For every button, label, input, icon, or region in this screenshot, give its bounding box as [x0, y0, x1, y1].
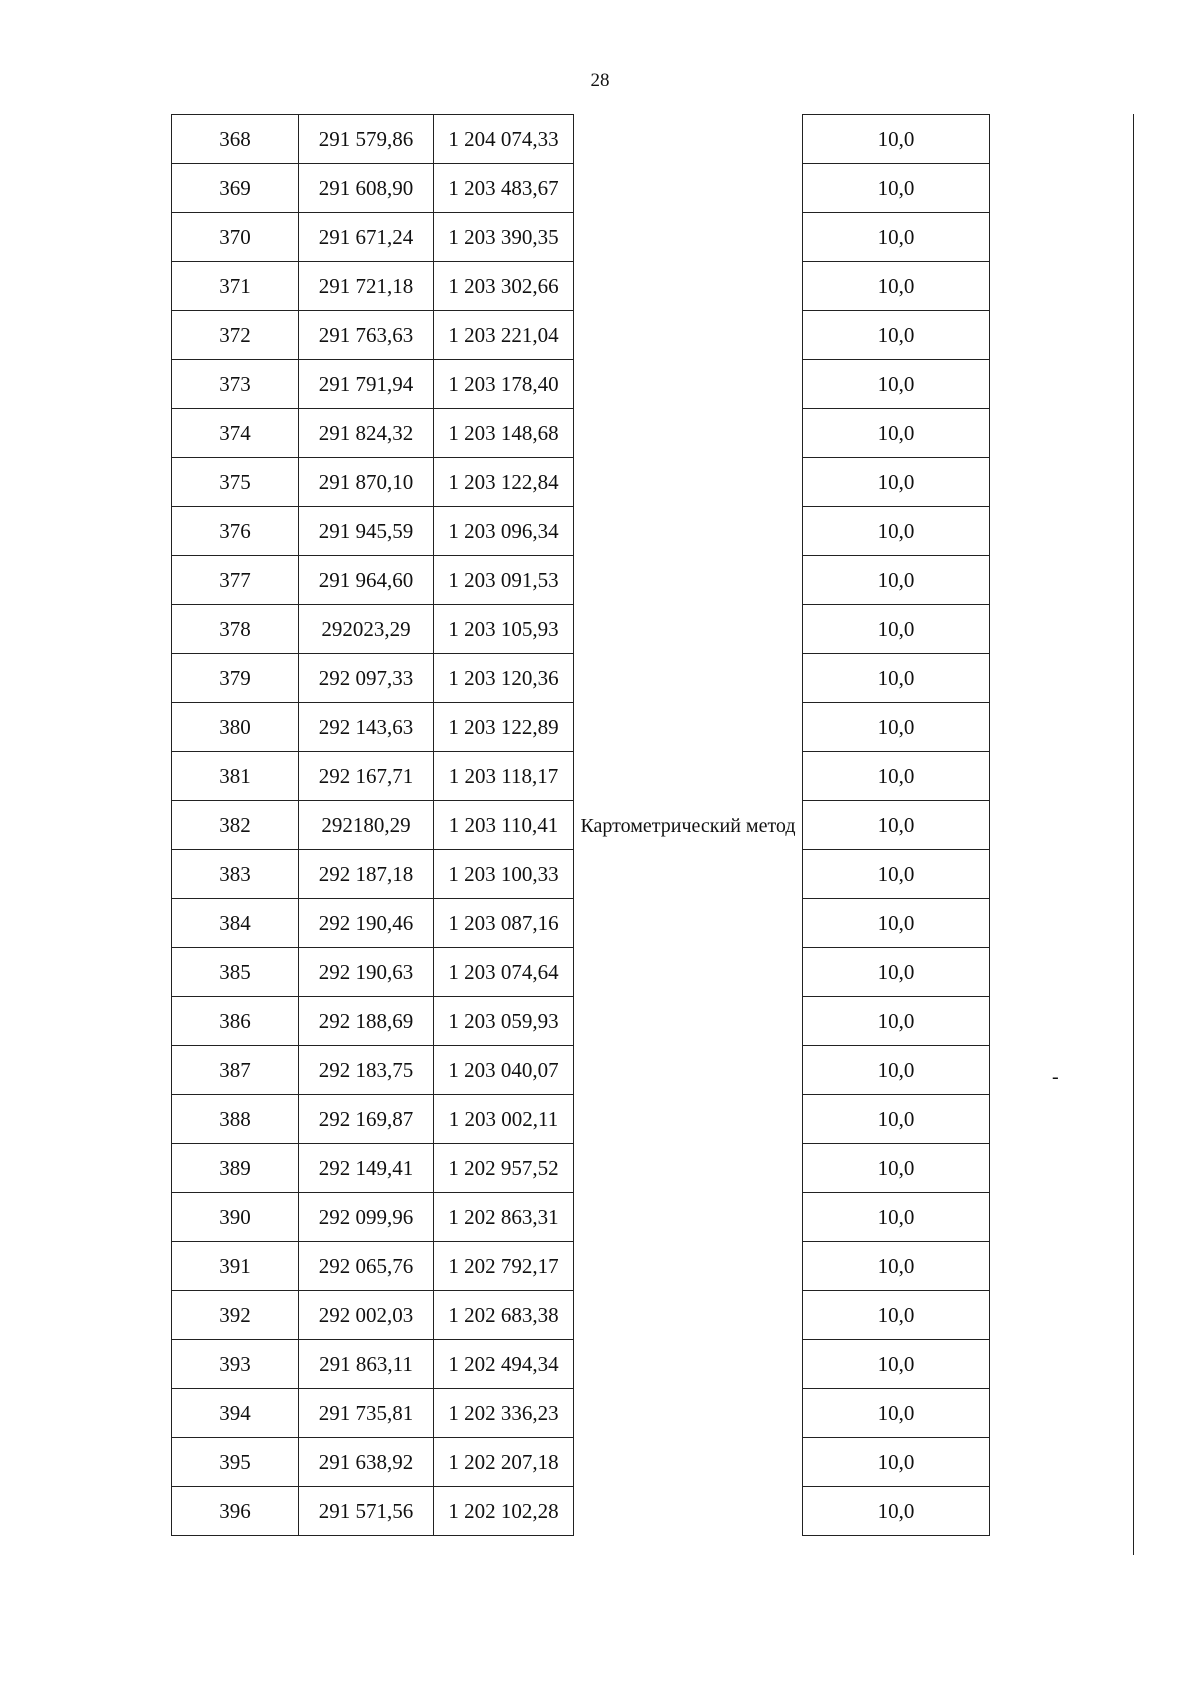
accuracy-cell: 10,0	[803, 1046, 990, 1095]
coord-y-cell: 1 203 002,11	[434, 1095, 574, 1144]
point-number-cell: 391	[172, 1242, 299, 1291]
point-number-cell: 383	[172, 850, 299, 899]
coord-x-cell: 291 571,56	[299, 1487, 434, 1536]
coord-y-cell: 1 203 221,04	[434, 311, 574, 360]
point-number-cell: 384	[172, 899, 299, 948]
coord-x-cell: 291 721,18	[299, 262, 434, 311]
point-number-cell: 371	[172, 262, 299, 311]
accuracy-cell: 10,0	[803, 850, 990, 899]
point-number-cell: 390	[172, 1193, 299, 1242]
coord-x-cell: 291 763,63	[299, 311, 434, 360]
coord-x-cell: 292023,29	[299, 605, 434, 654]
coord-y-cell: 1 203 302,66	[434, 262, 574, 311]
point-number-cell: 388	[172, 1095, 299, 1144]
point-number-cell: 369	[172, 164, 299, 213]
point-number-cell: 396	[172, 1487, 299, 1536]
coord-x-cell: 292 169,87	[299, 1095, 434, 1144]
accuracy-cell: 10,0	[803, 311, 990, 360]
coord-x-cell: 291 870,10	[299, 458, 434, 507]
coord-x-cell: 292 149,41	[299, 1144, 434, 1193]
coord-y-cell: 1 203 148,68	[434, 409, 574, 458]
coord-x-cell: 291 945,59	[299, 507, 434, 556]
accuracy-cell: 10,0	[803, 262, 990, 311]
accuracy-cell: 10,0	[803, 703, 990, 752]
coord-y-cell: 1 203 087,16	[434, 899, 574, 948]
coord-x-cell: 292 097,33	[299, 654, 434, 703]
coord-x-cell: 292 190,63	[299, 948, 434, 997]
accuracy-cell: 10,0	[803, 997, 990, 1046]
extra-value: -	[1052, 1066, 1059, 1088]
coord-y-cell: 1 202 683,38	[434, 1291, 574, 1340]
accuracy-cell: 10,0	[803, 1389, 990, 1438]
accuracy-cell: 10,0	[803, 1340, 990, 1389]
point-number-cell: 381	[172, 752, 299, 801]
coord-y-cell: 1 202 336,23	[434, 1389, 574, 1438]
accuracy-cell: 10,0	[803, 1242, 990, 1291]
point-number-cell: 379	[172, 654, 299, 703]
accuracy-cell: 10,0	[803, 1095, 990, 1144]
accuracy-cell: 10,0	[803, 360, 990, 409]
coord-x-cell: 292 143,63	[299, 703, 434, 752]
coord-y-cell: 1 203 122,89	[434, 703, 574, 752]
coord-y-cell: 1 202 102,28	[434, 1487, 574, 1536]
point-number-cell: 393	[172, 1340, 299, 1389]
point-number-cell: 387	[172, 1046, 299, 1095]
method-cell: Картометрический метод	[574, 115, 803, 1536]
coordinates-table-body	[172, 115, 990, 1536]
coord-y-cell: 1 203 390,35	[434, 213, 574, 262]
coord-y-cell: 1 202 957,52	[434, 1144, 574, 1193]
accuracy-cell: 10,0	[803, 507, 990, 556]
coord-y-cell: 1 203 178,40	[434, 360, 574, 409]
coord-x-cell: 292 167,71	[299, 752, 434, 801]
coord-y-cell: 1 203 483,67	[434, 164, 574, 213]
coord-y-cell: 1 203 040,07	[434, 1046, 574, 1095]
point-number-cell: 376	[172, 507, 299, 556]
coord-y-cell: 1 202 792,17	[434, 1242, 574, 1291]
accuracy-cell: 10,0	[803, 801, 990, 850]
accuracy-cell: 10,0	[803, 948, 990, 997]
accuracy-cell: 10,0	[803, 164, 990, 213]
coord-y-cell: 1 203 110,41	[434, 801, 574, 850]
accuracy-cell: 10,0	[803, 409, 990, 458]
coord-y-cell: 1 204 074,33	[434, 115, 574, 164]
coord-y-cell: 1 203 118,17	[434, 752, 574, 801]
coord-x-cell: 291 735,81	[299, 1389, 434, 1438]
accuracy-cell: 10,0	[803, 1144, 990, 1193]
right-column-border	[989, 114, 1134, 1555]
coord-x-cell: 292 188,69	[299, 997, 434, 1046]
accuracy-cell: 10,0	[803, 899, 990, 948]
coord-x-cell: 291 863,11	[299, 1340, 434, 1389]
accuracy-cell: 10,0	[803, 605, 990, 654]
coord-x-cell: 292 065,76	[299, 1242, 434, 1291]
accuracy-cell: 10,0	[803, 1291, 990, 1340]
coord-x-cell: 291 791,94	[299, 360, 434, 409]
accuracy-cell: 10,0	[803, 556, 990, 605]
accuracy-cell: 10,0	[803, 213, 990, 262]
coord-x-cell: 291 608,90	[299, 164, 434, 213]
accuracy-cell: 10,0	[803, 115, 990, 164]
point-number-cell: 373	[172, 360, 299, 409]
point-number-cell: 378	[172, 605, 299, 654]
point-number-cell: 375	[172, 458, 299, 507]
coord-y-cell: 1 203 096,34	[434, 507, 574, 556]
point-number-cell: 394	[172, 1389, 299, 1438]
coord-y-cell: 1 202 863,31	[434, 1193, 574, 1242]
coord-y-cell: 1 203 059,93	[434, 997, 574, 1046]
coord-y-cell: 1 203 100,33	[434, 850, 574, 899]
point-number-cell: 386	[172, 997, 299, 1046]
accuracy-cell: 10,0	[803, 752, 990, 801]
point-number-cell: 385	[172, 948, 299, 997]
point-number-cell: 392	[172, 1291, 299, 1340]
coord-x-cell: 292 099,96	[299, 1193, 434, 1242]
coord-x-cell: 291 579,86	[299, 115, 434, 164]
point-number-cell: 389	[172, 1144, 299, 1193]
page-number: 28	[590, 70, 610, 91]
coord-y-cell: 1 202 207,18	[434, 1438, 574, 1487]
accuracy-cell: 10,0	[803, 654, 990, 703]
coord-y-cell: 1 202 494,34	[434, 1340, 574, 1389]
point-number-cell: 377	[172, 556, 299, 605]
coord-x-cell: 292 002,03	[299, 1291, 434, 1340]
coord-x-cell: 291 964,60	[299, 556, 434, 605]
coord-y-cell: 1 203 120,36	[434, 654, 574, 703]
coord-x-cell: 292 190,46	[299, 899, 434, 948]
coord-y-cell: 1 203 091,53	[434, 556, 574, 605]
table-row	[172, 115, 990, 164]
coordinates-table	[171, 114, 990, 1536]
coord-y-cell: 1 203 074,64	[434, 948, 574, 997]
point-number-cell: 395	[172, 1438, 299, 1487]
coord-x-cell: 292 187,18	[299, 850, 434, 899]
coord-x-cell: 291 638,92	[299, 1438, 434, 1487]
accuracy-cell: 10,0	[803, 1438, 990, 1487]
accuracy-cell: 10,0	[803, 1193, 990, 1242]
point-number-cell: 380	[172, 703, 299, 752]
coord-x-cell: 291 824,32	[299, 409, 434, 458]
coord-y-cell: 1 203 105,93	[434, 605, 574, 654]
coord-x-cell: 291 671,24	[299, 213, 434, 262]
point-number-cell: 374	[172, 409, 299, 458]
point-number-cell: 370	[172, 213, 299, 262]
accuracy-cell: 10,0	[803, 1487, 990, 1536]
coord-y-cell: 1 203 122,84	[434, 458, 574, 507]
accuracy-cell: 10,0	[803, 458, 990, 507]
point-number-cell: 382	[172, 801, 299, 850]
point-number-cell: 372	[172, 311, 299, 360]
point-number-cell: 368	[172, 115, 299, 164]
coord-x-cell: 292180,29	[299, 801, 434, 850]
coord-x-cell: 292 183,75	[299, 1046, 434, 1095]
